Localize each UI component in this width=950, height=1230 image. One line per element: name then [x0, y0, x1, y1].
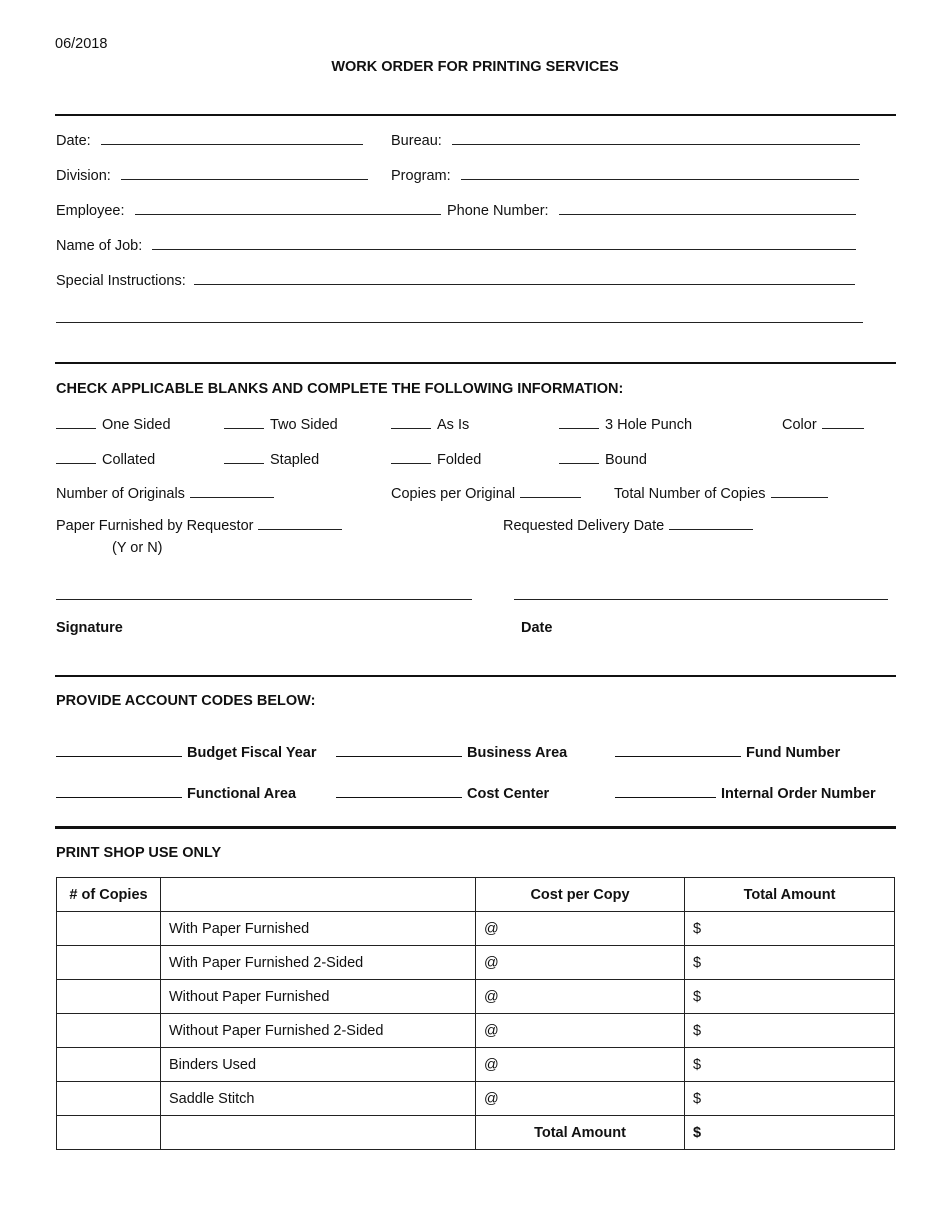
copies-cell[interactable]: [57, 1014, 161, 1048]
special-instructions-input[interactable]: [194, 271, 855, 285]
table-row: [57, 912, 895, 946]
paper-furnished-label: Paper Furnished by Requestor: [56, 518, 254, 534]
signature-date-label: Date: [521, 620, 553, 636]
phone-field-row: [447, 201, 856, 220]
copies-per-original-field: [391, 484, 581, 503]
cost-center-field: [336, 784, 549, 803]
table-row: [57, 1048, 895, 1082]
delivery-date-field: [503, 516, 753, 535]
signature-label: Signature: [56, 620, 123, 636]
as-is-blank[interactable]: [391, 415, 431, 429]
table-row: [57, 980, 895, 1014]
stapled-label: Stapled: [270, 452, 320, 468]
cost-center-label: Cost Center: [467, 786, 550, 802]
date-field-row: [56, 131, 363, 150]
cost-per-copy-cell[interactable]: @: [476, 1082, 685, 1116]
column-header: # of Copies: [57, 878, 161, 912]
divider: [55, 675, 896, 677]
fund-number-label: Fund Number: [746, 745, 841, 761]
two-sided-option: [224, 415, 338, 434]
employee-input[interactable]: [135, 201, 441, 215]
business-area-field: [336, 743, 567, 762]
row-label: Without Paper Furnished: [161, 980, 476, 1014]
empty-cell: [161, 1116, 476, 1150]
cost-per-copy-cell[interactable]: @: [476, 946, 685, 980]
bound-blank[interactable]: [559, 450, 599, 464]
functional-area-input[interactable]: [56, 784, 182, 798]
table-row: [57, 946, 895, 980]
copies-per-original-label: Copies per Original: [391, 486, 516, 502]
total-amount-cell[interactable]: $: [685, 1048, 895, 1082]
row-label: Saddle Stitch: [161, 1082, 476, 1116]
total-amount-cell[interactable]: $: [685, 912, 895, 946]
two-sided-blank[interactable]: [224, 415, 264, 429]
special-instructions-field-row: [56, 271, 855, 290]
division-label: Division:: [56, 168, 111, 184]
stapled-blank[interactable]: [224, 450, 264, 464]
bound-option: [559, 450, 647, 469]
job-name-field-row: [56, 236, 856, 255]
folded-label: Folded: [437, 452, 482, 468]
paper-furnished-input[interactable]: [258, 516, 342, 530]
as-is-option: [391, 415, 469, 434]
cost-per-copy-cell[interactable]: @: [476, 980, 685, 1014]
job-name-label: Name of Job:: [56, 238, 143, 254]
employee-field-row: [56, 201, 441, 220]
divider: [55, 114, 896, 116]
copies-cell[interactable]: [57, 1082, 161, 1116]
empty-cell: [57, 1116, 161, 1150]
num-originals-input[interactable]: [190, 484, 274, 498]
folded-option: [391, 450, 481, 469]
collated-label: Collated: [102, 452, 156, 468]
form-revision-date: 06/2018: [55, 36, 108, 52]
fund-number-input[interactable]: [615, 743, 741, 757]
print-shop-heading: PRINT SHOP USE ONLY: [56, 845, 222, 861]
num-originals-field: [56, 484, 274, 503]
column-header: [161, 878, 476, 912]
stapled-option: [224, 450, 319, 469]
budget-fiscal-year-label: Budget Fiscal Year: [187, 745, 317, 761]
as-is-label: As Is: [437, 417, 470, 433]
table-header-row: [57, 878, 895, 912]
divider: [55, 826, 896, 829]
table-row: [57, 1014, 895, 1048]
one-sided-option: [56, 415, 171, 434]
program-label: Program:: [391, 168, 451, 184]
color-blank[interactable]: [822, 415, 864, 429]
two-sided-label: Two Sided: [270, 417, 338, 433]
one-sided-blank[interactable]: [56, 415, 96, 429]
functional-area-label: Functional Area: [187, 786, 297, 802]
delivery-date-input[interactable]: [669, 516, 753, 530]
total-row: [57, 1116, 895, 1150]
one-sided-label: One Sided: [102, 417, 171, 433]
delivery-date-label: Requested Delivery Date: [503, 518, 665, 534]
bound-label: Bound: [605, 452, 647, 468]
program-input[interactable]: [461, 166, 859, 180]
copies-cell[interactable]: [57, 1048, 161, 1082]
fund-number-field: [615, 743, 840, 762]
total-amount-label: Total Amount: [476, 1116, 685, 1150]
color-label: Color: [782, 417, 817, 433]
internal-order-number-field: [615, 784, 876, 803]
business-area-input[interactable]: [336, 743, 462, 757]
budget-fiscal-year-field: [56, 743, 316, 762]
bureau-field-row: [391, 131, 860, 150]
three-hole-punch-option: [559, 415, 692, 434]
total-amount-cell[interactable]: $: [685, 1082, 895, 1116]
total-amount-cell[interactable]: $: [685, 946, 895, 980]
column-header: Cost per Copy: [476, 878, 685, 912]
collated-option: [56, 450, 155, 469]
form-title: WORK ORDER FOR PRINTING SERVICES: [331, 59, 619, 75]
copies-cell[interactable]: [57, 980, 161, 1014]
business-area-label: Business Area: [467, 745, 568, 761]
division-input[interactable]: [121, 166, 368, 180]
total-copies-input[interactable]: [771, 484, 828, 498]
internal-order-number-label: Internal Order Number: [721, 786, 876, 802]
division-field-row: [56, 166, 368, 185]
account-codes-heading: PROVIDE ACCOUNT CODES BELOW:: [56, 693, 316, 709]
cost-center-input[interactable]: [336, 784, 462, 798]
special-instructions-label: Special Instructions:: [56, 273, 186, 289]
functional-area-field: [56, 784, 296, 803]
collated-blank[interactable]: [56, 450, 96, 464]
job-name-input[interactable]: [152, 236, 856, 250]
yn-hint: (Y or N): [112, 540, 163, 556]
folded-blank[interactable]: [391, 450, 431, 464]
program-field-row: [391, 166, 859, 185]
column-header: Total Amount: [685, 878, 895, 912]
divider: [55, 362, 896, 364]
total-copies-label: Total Number of Copies: [614, 486, 766, 502]
table-row: [57, 1082, 895, 1116]
bureau-label: Bureau:: [391, 133, 442, 149]
row-label: With Paper Furnished 2-Sided: [161, 946, 476, 980]
copies-cell[interactable]: [57, 912, 161, 946]
cost-per-copy-cell[interactable]: @: [476, 912, 685, 946]
print-shop-table: [56, 877, 895, 1150]
bureau-input[interactable]: [452, 131, 860, 145]
row-label: Without Paper Furnished 2-Sided: [161, 1014, 476, 1048]
signature-line[interactable]: [56, 586, 472, 600]
options-heading: CHECK APPLICABLE BLANKS AND COMPLETE THE FOLLOWING INFORMATION:: [56, 381, 624, 397]
cost-per-copy-cell[interactable]: @: [476, 1014, 685, 1048]
special-instructions-line-2[interactable]: [56, 309, 863, 323]
date-input[interactable]: [101, 131, 363, 145]
phone-input[interactable]: [559, 201, 856, 215]
total-amount-cell[interactable]: $: [685, 980, 895, 1014]
three-hole-punch-blank[interactable]: [559, 415, 599, 429]
color-option: [782, 415, 864, 434]
phone-label: Phone Number:: [447, 203, 549, 219]
three-hole-punch-label: 3 Hole Punch: [605, 417, 693, 433]
cost-per-copy-cell[interactable]: @: [476, 1048, 685, 1082]
num-originals-label: Number of Originals: [56, 486, 185, 502]
row-label: Binders Used: [161, 1048, 476, 1082]
date-label: Date:: [56, 133, 91, 149]
budget-fiscal-year-input[interactable]: [56, 743, 182, 757]
copies-cell[interactable]: [57, 946, 161, 980]
internal-order-number-input[interactable]: [615, 784, 716, 798]
copies-per-original-input[interactable]: [520, 484, 581, 498]
signature-date-line[interactable]: [514, 586, 888, 600]
total-amount-cell[interactable]: $: [685, 1014, 895, 1048]
total-copies-field: [614, 484, 828, 503]
row-label: With Paper Furnished: [161, 912, 476, 946]
employee-label: Employee:: [56, 203, 125, 219]
paper-furnished-field: [56, 516, 342, 535]
grand-total-cell[interactable]: $: [685, 1116, 895, 1150]
